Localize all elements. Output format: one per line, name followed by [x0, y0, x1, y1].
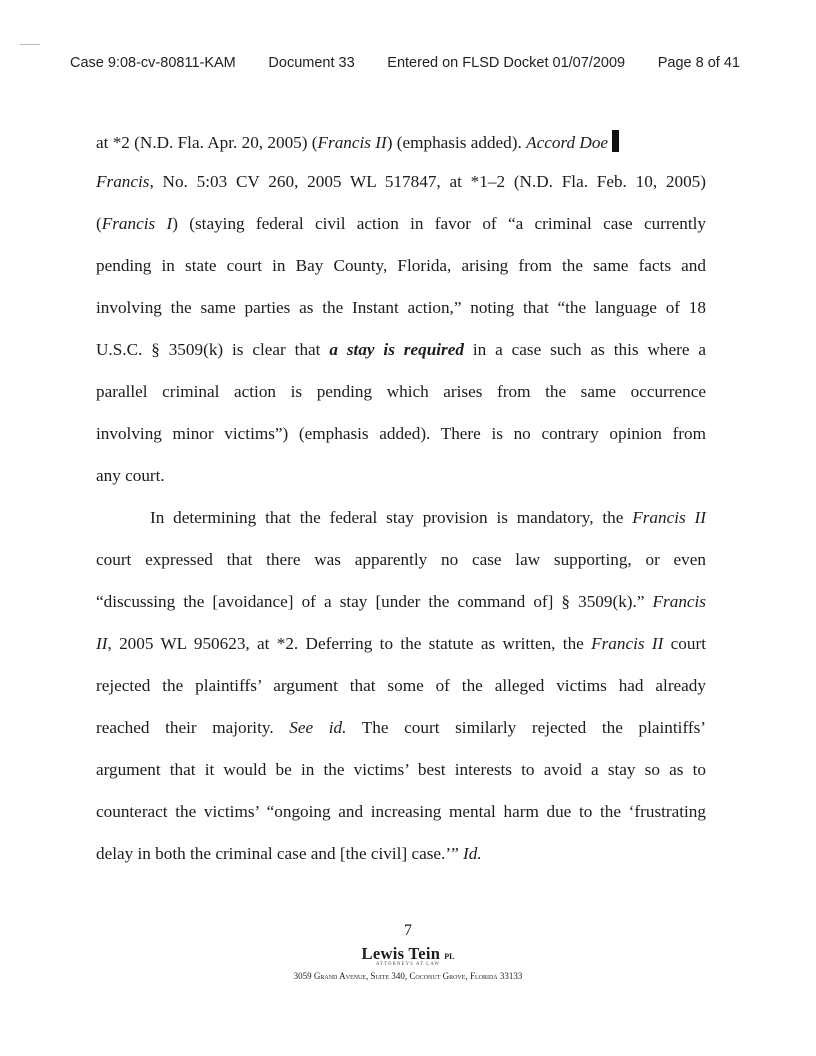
text-line: involving minor victims”) (emphasis added). There is no contrary opinion from: [96, 424, 706, 443]
text-line: U.S.C. § 3509(k) is clear that a stay is required in a case such as this where a: [96, 340, 707, 359]
docket-header: [70, 55, 740, 71]
text-line: (Francis I) (staying federal civil action in favor of “a criminal case currently: [96, 214, 706, 233]
firm-suffix: PL: [444, 952, 455, 961]
text-line: parallel criminal action is pending which arises from the same occurrence: [96, 382, 706, 401]
text-line: II, 2005 WL 950623, at *2. Deferring to the statute as written, the Francis II court: [96, 634, 706, 653]
firm-logo: [0, 944, 816, 967]
text-line: delay in both the criminal case and [the civil] case.’” Id.: [96, 844, 482, 863]
text-line: at *2 (N.D. Fla. Apr. 20, 2005) (Francis II) (emphasis added). Accord Doe: [96, 130, 706, 153]
firm-tagline: ATTORNEYS AT LAW: [375, 962, 441, 967]
text-line: Francis, No. 5:03 CV 260, 2005 WL 517847, at *1–2 (N.D. Fla. Feb. 10, 2005): [96, 172, 706, 191]
text-line: involving the same parties as the Instant action,” noting that “the language of 18: [96, 298, 706, 317]
case-number: Case 9:08-cv-80811-KAM: [70, 55, 236, 71]
document-number: Document 33: [268, 55, 355, 71]
text-line: rejected the plaintiffs’ argument that some of the alleged victims had already: [96, 676, 706, 695]
text-line: In determining that the federal stay provision is mandatory, the Francis II: [150, 508, 706, 527]
redaction-block: [612, 130, 619, 152]
text-line: reached their majority. See id. The court similarly rejected the plaintiffs’: [96, 718, 706, 737]
page-indicator: Page 8 of 41: [657, 55, 740, 71]
text-line: pending in state court in Bay County, Florida, arising from the same facts and: [96, 256, 706, 275]
docket-entry: Entered on FLSD Docket 01/07/2009: [387, 55, 626, 71]
firm-name: Lewis Tein: [361, 944, 441, 963]
page-number: 7: [404, 922, 412, 939]
text-line: court expressed that there was apparently no case law supporting, or even: [96, 550, 706, 569]
text-line: “discussing the [avoidance] of a stay [under the command of] § 3509(k).” Francis: [96, 592, 706, 611]
text-line: any court.: [96, 466, 165, 485]
firm-address: 3059 Grand Avenue, Suite 340, Coconut Grove, Florida 33133: [293, 971, 523, 981]
scan-mark: [20, 44, 40, 45]
text-line: counteract the victims’ “ongoing and increasing mental harm due to the ‘frustrating: [96, 802, 706, 821]
text-line: argument that it would be in the victims’ best interests to avoid a stay so as to: [96, 760, 706, 779]
